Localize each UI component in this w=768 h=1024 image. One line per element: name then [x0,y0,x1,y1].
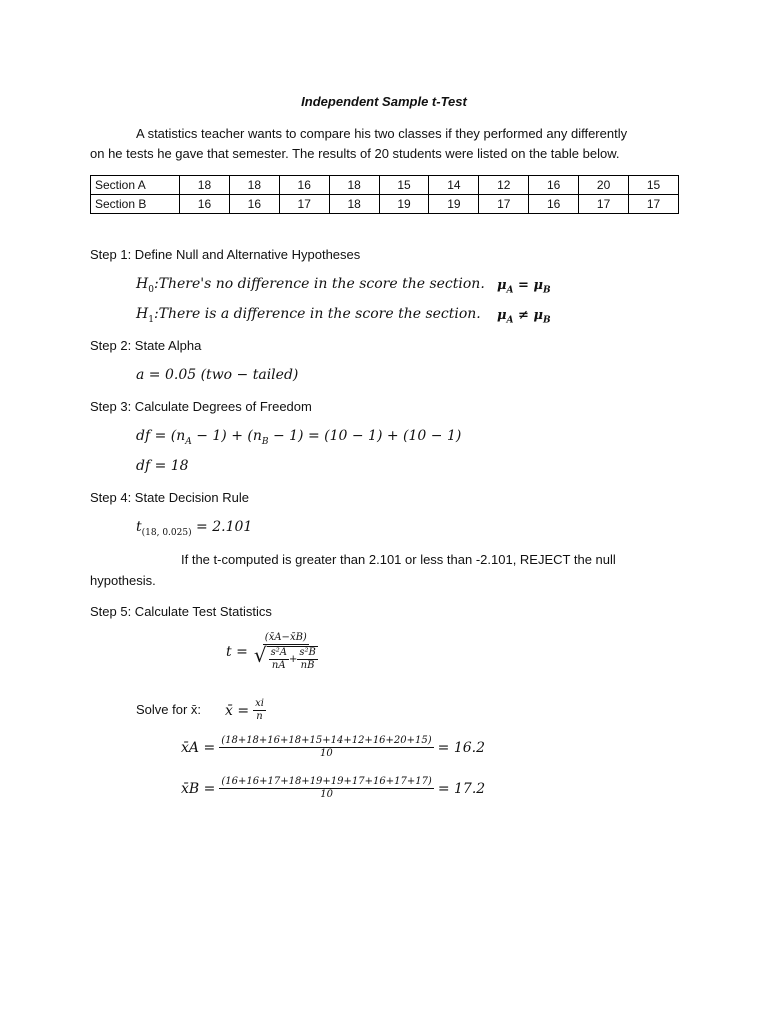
t-statistic-formula: t = (x̄A−x̄B) √ $\frac{\text{s²A}}{nA}$ + $\frac{\text{s²B}}{nB}$ [226,632,316,671]
row-label: Section A [91,176,180,195]
alternative-relation: $\mu_A \ne \mu_B$ [497,308,551,326]
alpha-formula: a = 0.05 (two − tailed) [136,367,299,383]
row-label: Section B [91,195,180,214]
score-cell: 12 [479,176,529,195]
table-row [91,195,679,214]
intro-line-1: A statistics teacher wants to compare his two classes if they performed any differently [136,126,628,141]
score-cell: 18 [180,176,230,195]
score-cell: 16 [180,195,230,214]
score-cell: 18 [329,195,379,214]
critical-value: $t_{(18, 0.025)} = 2.101$ [136,519,253,538]
score-cell: 16 [529,176,579,195]
score-cell: 14 [429,176,479,195]
score-cell: 16 [529,195,579,214]
step5-heading: Step 5: Calculate Test Statistics [90,604,272,619]
score-cell: 17 [579,195,629,214]
score-cell: 15 [379,176,429,195]
score-cell: 16 [229,195,279,214]
step1-heading: Step 1: Define Null and Alternative Hypotheses [90,247,361,262]
score-cell: 19 [429,195,479,214]
solve-for-mean-label: Solve for x̄: [136,702,202,717]
score-cell: 17 [629,195,679,214]
score-cell: 18 [229,176,279,195]
null-relation: $\mu_A = \mu_B$ [497,278,551,296]
decision-rule-line-2: hypothesis. [90,573,156,588]
score-cell: 15 [629,176,679,195]
score-cell: 19 [379,195,429,214]
scores-table [90,175,679,214]
table-row [91,176,679,195]
step4-heading: Step 4: State Decision Rule [90,490,249,505]
step2-heading: Step 2: State Alpha [90,338,202,353]
score-cell: 17 [279,195,329,214]
alternative-hypothesis: $H_1:There$ is a difference in the score the section. [136,306,481,325]
score-cell: 16 [279,176,329,195]
score-cell: 18 [329,176,379,195]
mean-b-formula: x̄B = $\frac{(16+16+17+18+19+19+17+16+17+17)}{10}$ = 17.2 [181,776,486,800]
mean-a-formula: x̄A = $\frac{(18+18+16+18+15+14+12+16+20+15)}{10}$ = 16.2 [181,735,486,759]
document-title: Independent Sample t-Test [301,94,467,109]
intro-line-2: on he tests he gave that semester. The results of 20 students were listed on the table below. [90,146,620,161]
score-cell: 17 [479,195,529,214]
null-hypothesis: $H_0:There's$ no difference in the score the section. [136,276,485,295]
df-formula: df = $(n_A - 1) + (n_B - 1) = (10 - 1) + (10 - 1)$ [136,428,462,447]
df-result: df = 18 [136,458,189,474]
decision-rule-line-1: If the t-computed is greater than 2.101 or less than -2.101, REJECT the null [181,552,616,567]
score-cell: 20 [579,176,629,195]
step3-heading: Step 3: Calculate Degrees of Freedom [90,399,312,414]
mean-formula: x̄ = $\frac{xi}{n}$ [225,698,264,722]
